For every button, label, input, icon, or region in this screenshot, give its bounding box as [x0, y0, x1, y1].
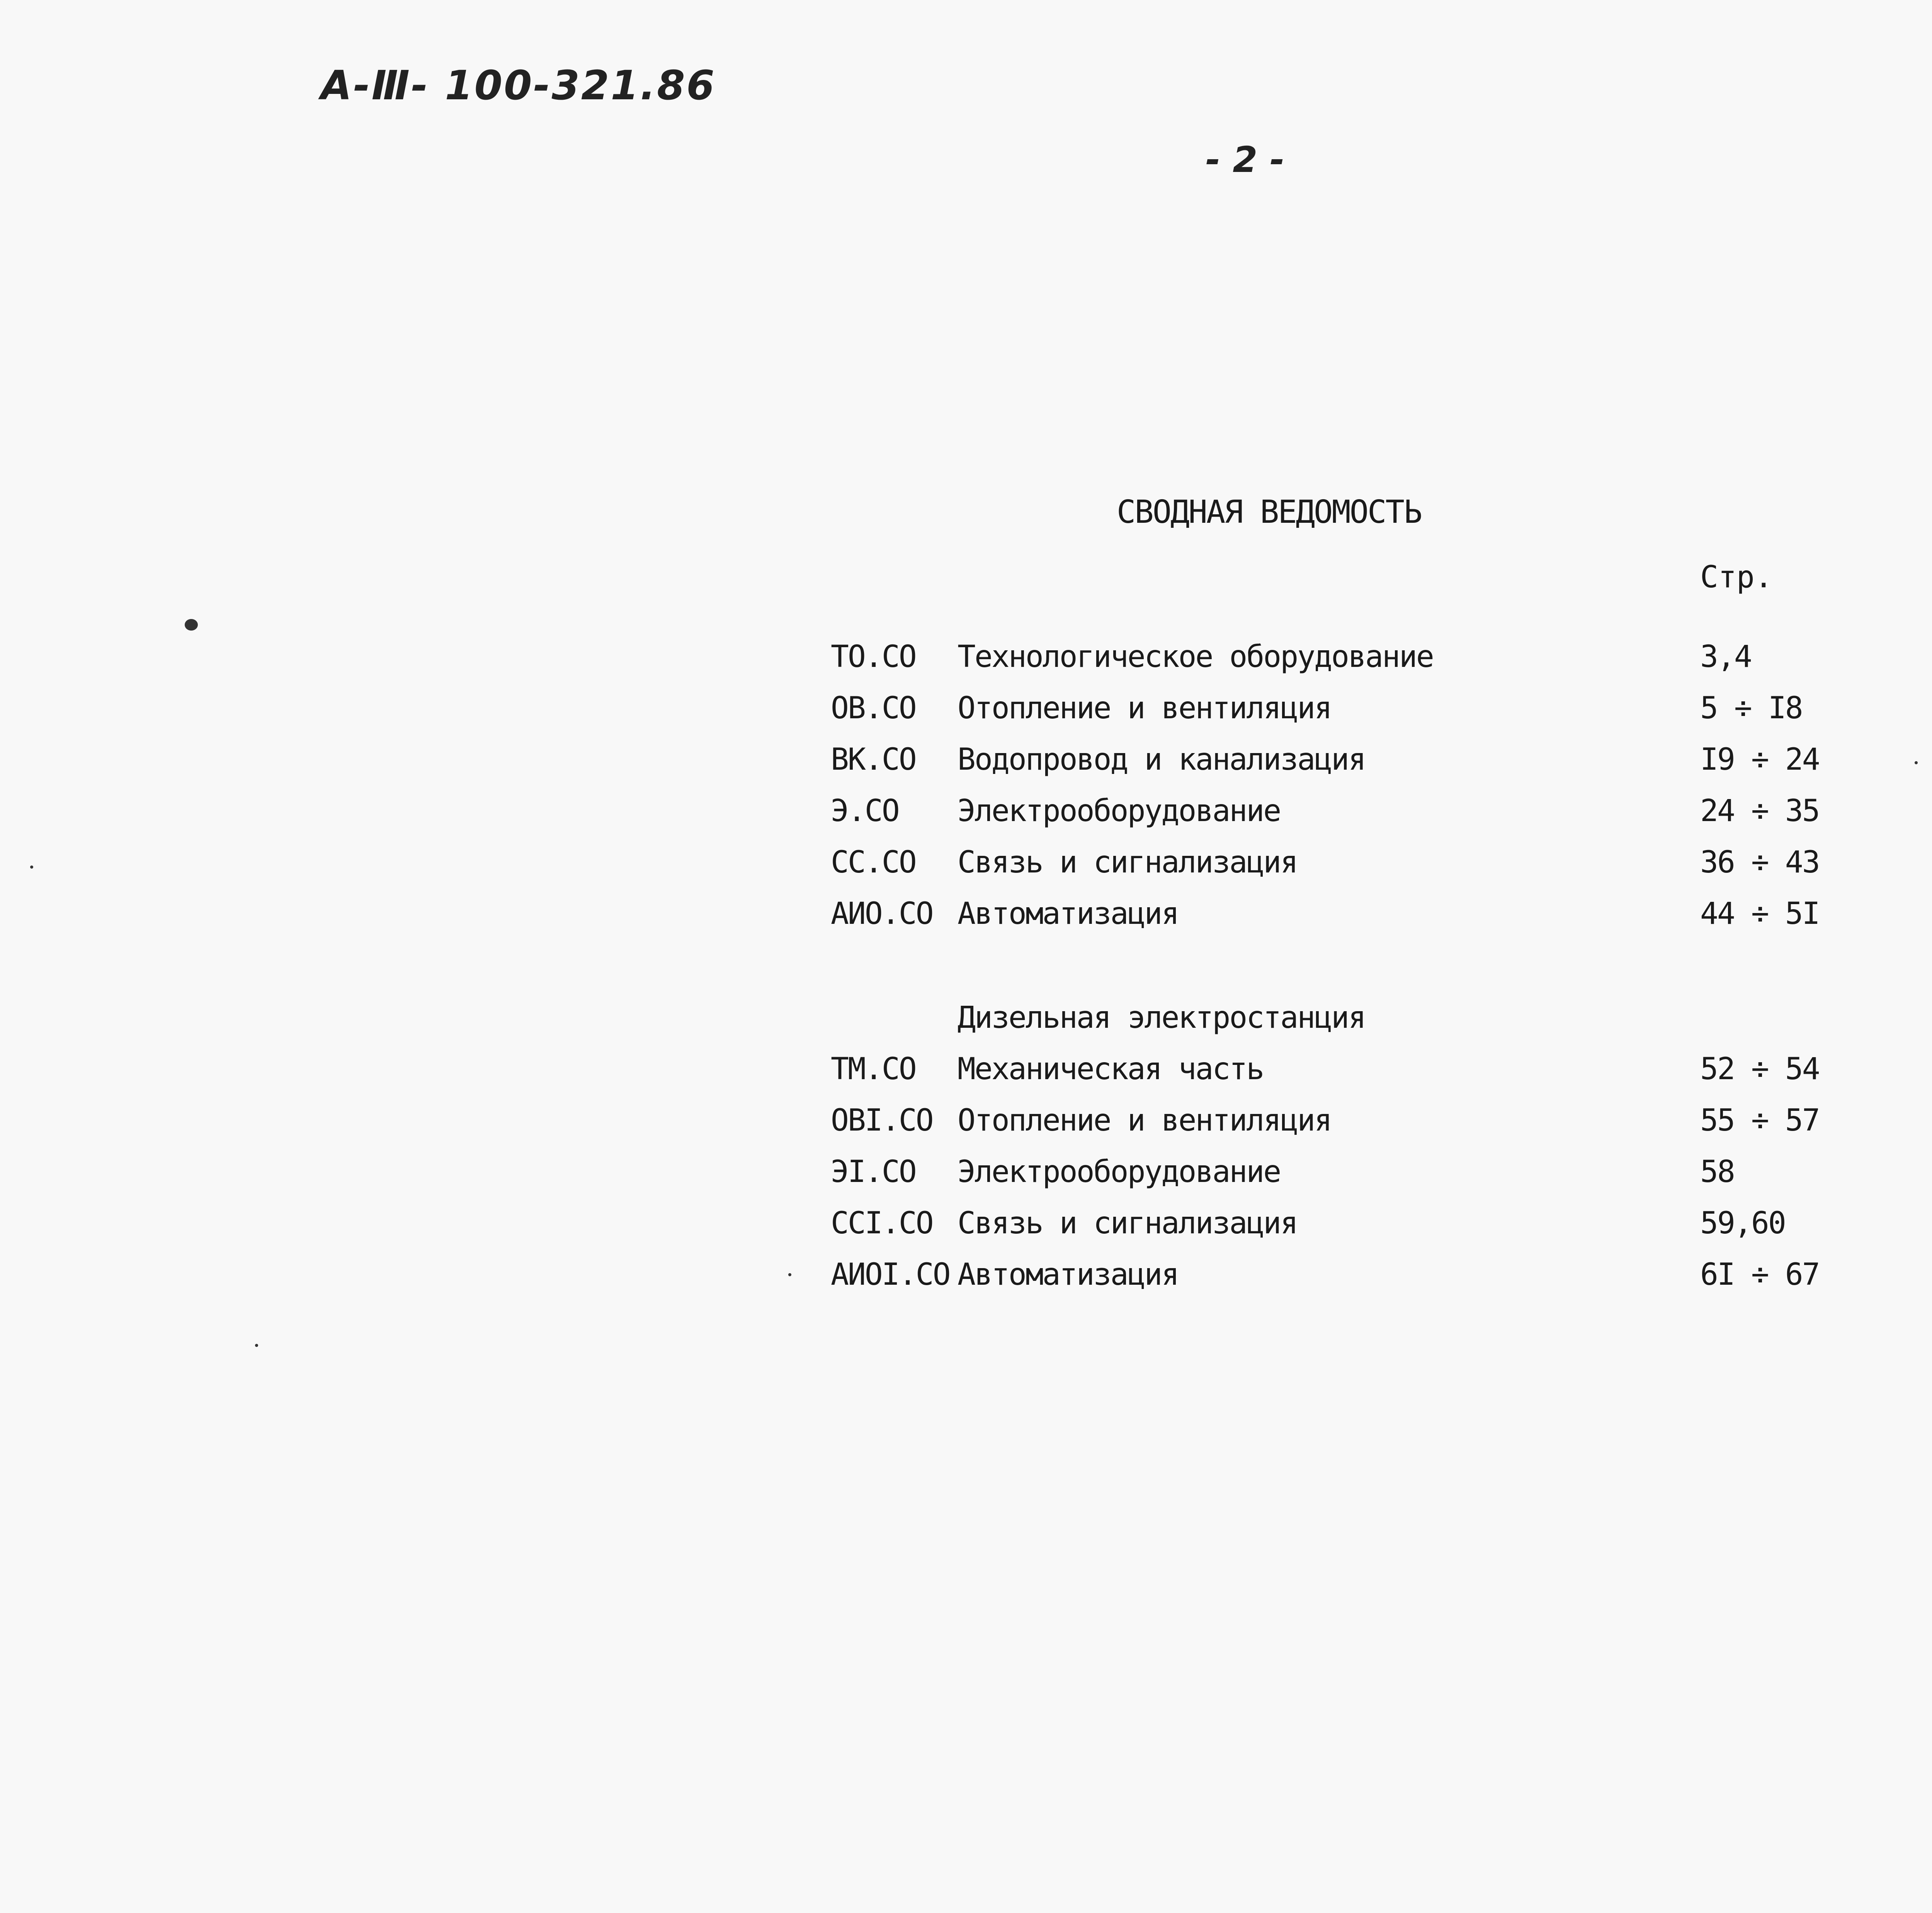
pages-column-header: Стр. [1700, 560, 1773, 595]
item-pages: 44 ÷ 5I [1700, 896, 1819, 931]
item-code: ТО.СО [831, 639, 916, 674]
item-code: ВК.СО [831, 742, 916, 777]
item-name: Автоматизация [957, 1257, 1179, 1292]
item-code: ТМ.СО [831, 1052, 916, 1087]
item-name: Отопление и вентиляция [957, 1103, 1332, 1138]
scan-speck [30, 866, 33, 869]
item-pages: 24 ÷ 35 [1700, 794, 1819, 828]
item-name: Электрооборудование [957, 794, 1281, 828]
item-pages: 59,60 [1700, 1206, 1785, 1241]
item-name: Связь и сигнализация [957, 845, 1298, 880]
document-code: А-Ⅲ- 100-321.86 [321, 62, 716, 109]
page-title: СВОДНАЯ ВЕДОМОСТЬ [1117, 494, 1422, 531]
item-pages: 6I ÷ 67 [1700, 1257, 1819, 1292]
item-name: Отопление и вентиляция [957, 691, 1332, 726]
scan-speck [1915, 761, 1918, 764]
item-pages: 5 ÷ I8 [1700, 691, 1802, 726]
item-name: Электрооборудование [957, 1155, 1281, 1189]
item-code: Э.СО [831, 794, 899, 828]
item-name: Водопровод и канализация [957, 742, 1366, 777]
item-code: ЭI.СО [831, 1155, 916, 1189]
section-subheading: Дизельная электростанция [957, 1000, 1366, 1035]
item-name: Механическая часть [957, 1052, 1264, 1087]
item-pages: 3,4 [1700, 639, 1751, 674]
item-name: Связь и сигнализация [957, 1206, 1298, 1241]
item-code: АИО.СО [831, 896, 933, 931]
item-pages: I9 ÷ 24 [1700, 742, 1819, 777]
item-code: ОВI.СО [831, 1103, 933, 1138]
item-name: Автоматизация [957, 896, 1179, 931]
scan-speck [788, 1273, 791, 1276]
item-pages: 52 ÷ 54 [1700, 1052, 1819, 1087]
item-code: ССI.СО [831, 1206, 933, 1241]
item-pages: 36 ÷ 43 [1700, 845, 1819, 880]
scan-mark [185, 619, 198, 631]
page-number: - 2 - [1206, 139, 1285, 180]
scan-speck [255, 1344, 258, 1347]
item-code: АИОI.СО [831, 1257, 950, 1292]
item-name: Технологическое оборудование [957, 639, 1433, 674]
item-code: ОВ.СО [831, 691, 916, 726]
item-pages: 58 [1700, 1155, 1734, 1189]
item-pages: 55 ÷ 57 [1700, 1103, 1819, 1138]
item-code: СС.СО [831, 845, 916, 880]
